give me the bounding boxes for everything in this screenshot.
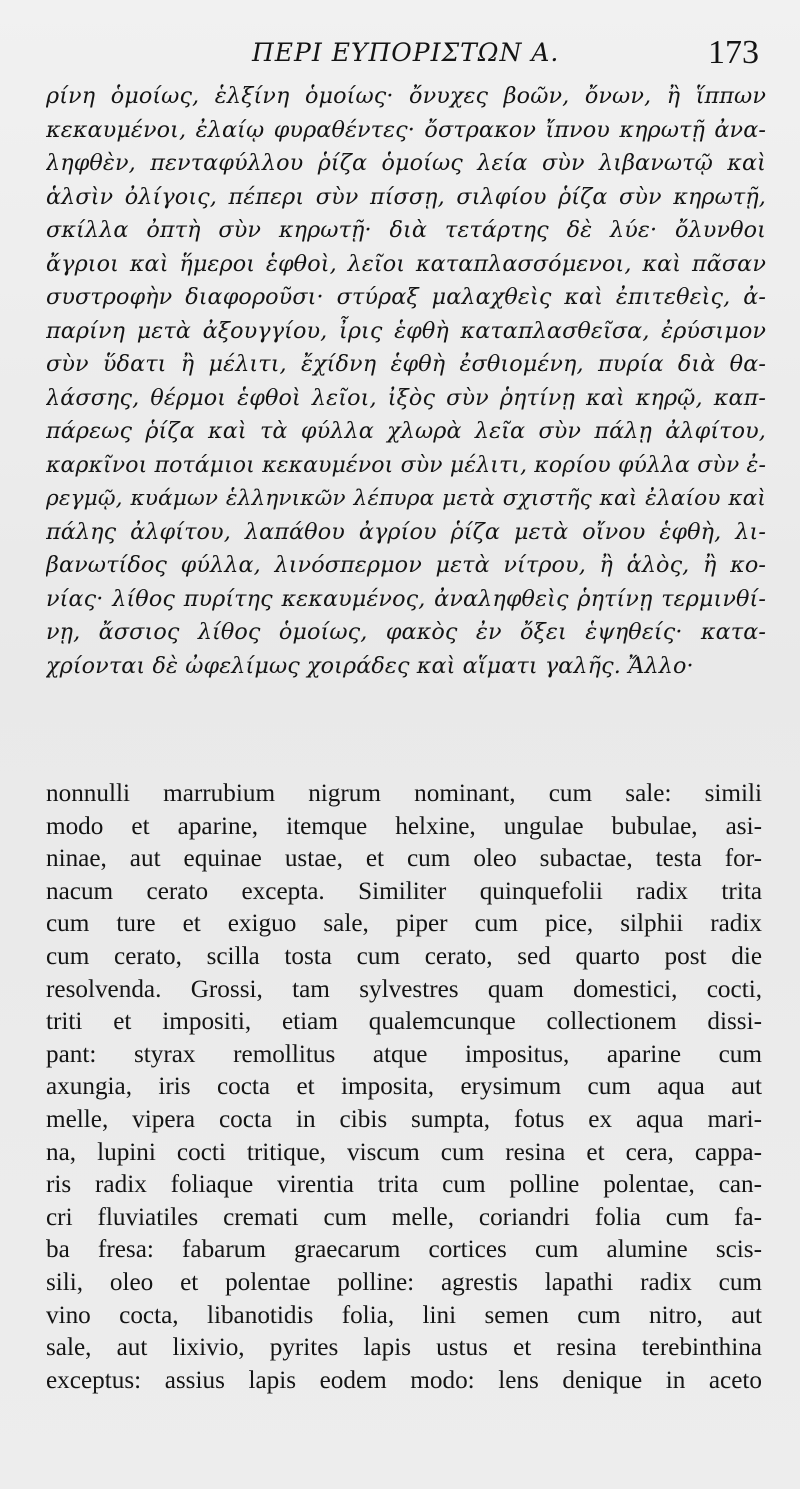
latin-text-line: sili, oleo et polentae polline: agrestis lapathi radix cum <box>46 1268 762 1296</box>
greek-text-line: ἄγριοι καὶ ἥμεροι ἑφθοὶ, λεῖοι καταπλασσόμενοι, καὶ πᾶσαν <box>46 250 766 277</box>
greek-text-line: ἁλσὶν ὀλίγοις, πέπερι σὺν πίσσῃ, σιλφίου ῥίζα σὺν κηρωτῇ, <box>46 183 766 210</box>
greek-text-line: ρίνη ὁμοίως, ἑλξίνη ὁμοίως· ὄνυχες βοῶν, ὄνων, ἢ ἵππων <box>46 83 766 109</box>
greek-text-line: σκίλλα ὀπτὴ σὺν κηρωτῇ· διὰ τετάρτης δὲ λύε· ὄλυνθοι <box>46 217 766 243</box>
greek-text-line: νῃ, ἄσσιος λίθος ὁμοίως, φακὸς ἐν ὄξει ἑψηθείς· κατα- <box>46 619 766 645</box>
latin-text-line: ninae, aut equinae ustae, et cum oleo subactae, testa for- <box>46 845 762 873</box>
latin-text-line: ba fresa: fabarum graecarum cortices cum alumine scis- <box>46 1236 762 1264</box>
running-title: ΠΕΡΙ ΕΥΠΟΡΙΣΤΩΝ Α. <box>252 38 560 67</box>
greek-text-line: νίας· λίθος πυρίτης κεκαυμένος, ἀναληφθεὶς ῥητίνῃ τερμινθί- <box>46 585 766 612</box>
latin-text-line: exceptus: assius lapis eodem modo: lens denique in aceto <box>46 1366 762 1394</box>
greek-text-line: πάρεως ῥίζα καὶ τὰ φύλλα χλωρὰ λεῖα σὺν πάλῃ ἀλφίτου, <box>46 418 766 444</box>
latin-text-line: nonnulli marrubium nigrum nominant, cum sale: simili <box>46 780 762 807</box>
latin-text-line: na, lupini cocti tritique, viscum cum resina et cera, cappa- <box>46 1138 762 1166</box>
greek-text-line: πάλης ἀλφίτου, λαπάθου ἀγρίου ῥίζα μετὰ οἴνου ἑφθὴ, λι- <box>46 518 766 545</box>
latin-text-line: resolvenda. Grossi, tam sylvestres quam domestici, cocti, <box>46 975 762 1003</box>
greek-text-line: χρίονται δὲ ὠφελίμως χοιράδες καὶ αἵματι γαλῆς. Ἄλλο· <box>46 652 694 679</box>
greek-text-block <box>46 80 766 683</box>
page-number: 173 <box>708 34 759 71</box>
greek-text-line: σὺν ὕδατι ἢ μέλιτι, ἔχίδνη ἑφθὴ ἐσθιομένη, πυρία διὰ θα- <box>46 351 766 377</box>
latin-text-line: melle, vipera cocta in cibis sumpta, fotus ex aqua mari- <box>46 1105 762 1133</box>
latin-text-line: pant: styrax remollitus atque impositus, aparine cum <box>46 1040 762 1068</box>
latin-text-line: triti et impositi, etiam qualemcunque collectionem dissi- <box>46 1008 762 1036</box>
greek-text-line: βανωτίδος φύλλα, λινόσπερμον μετὰ νίτρου, ἢ ἁλὸς, ἢ κο- <box>46 552 766 578</box>
latin-text-block <box>46 778 762 1397</box>
greek-text-line: κεκαυμένοι, ἐλαίῳ φυραθέντες· ὄστρακον ἴπνου κηρωτῇ ἀνα- <box>46 116 766 143</box>
latin-text-line: nacum cerato excepta. Similiter quinquefolii radix trita <box>46 877 762 905</box>
greek-text-line: παρίνη μετὰ ἀξουγγίου, ἶρις ἑφθὴ καταπλασθεῖσα, ἐρύσιμον <box>46 317 766 344</box>
greek-text-line: καρκῖνοι ποτάμιοι κεκαυμένοι σὺν μέλιτι, κορίου φύλλα σὺν ἐ- <box>46 452 766 478</box>
latin-text-line: ris radix foliaque virentia trita cum polline polentae, can- <box>46 1171 762 1199</box>
latin-text-line: vino cocta, libanotidis folia, lini semen cum nitro, aut <box>46 1301 762 1329</box>
greek-text-line: λάσσης, θέρμοι ἑφθοὶ λεῖοι, ἰξὸς σὺν ῥητίνῃ καὶ κηρῷ, καπ- <box>46 384 766 411</box>
page-header <box>0 34 800 80</box>
greek-text-line: ρεγμῷ, κυάμων ἑλληνικῶν λέπυρα μετὰ σχιστῆς καὶ ἐλαίου καὶ <box>46 486 766 511</box>
latin-text-line: cum cerato, scilla tosta cum cerato, sed quarto post die <box>46 942 762 970</box>
latin-text-line: sale, aut lixivio, pyrites lapis ustus et resina terebinthina <box>46 1334 762 1362</box>
latin-text-line: cum ture et exiguo sale, piper cum pice, silphii radix <box>46 910 762 938</box>
greek-text-line: συστροφὴν διαφοροῦσι· στύραξ μαλαχθεὶς καὶ ἐπιτεθεὶς, ἀ- <box>46 284 766 310</box>
latin-text-line: axungia, iris cocta et imposita, erysimum cum aqua aut <box>46 1073 762 1101</box>
greek-text-line: ληφθὲν, πενταφύλλου ῥίζα ὁμοίως λεία σὺν λιβανωτῷ καὶ <box>46 150 766 176</box>
latin-text-line: cri fluviatiles cremati cum melle, coriandri folia cum fa- <box>46 1203 762 1231</box>
latin-text-line: modo et aparine, itemque helxine, ungulae bubulae, asi- <box>46 812 762 840</box>
